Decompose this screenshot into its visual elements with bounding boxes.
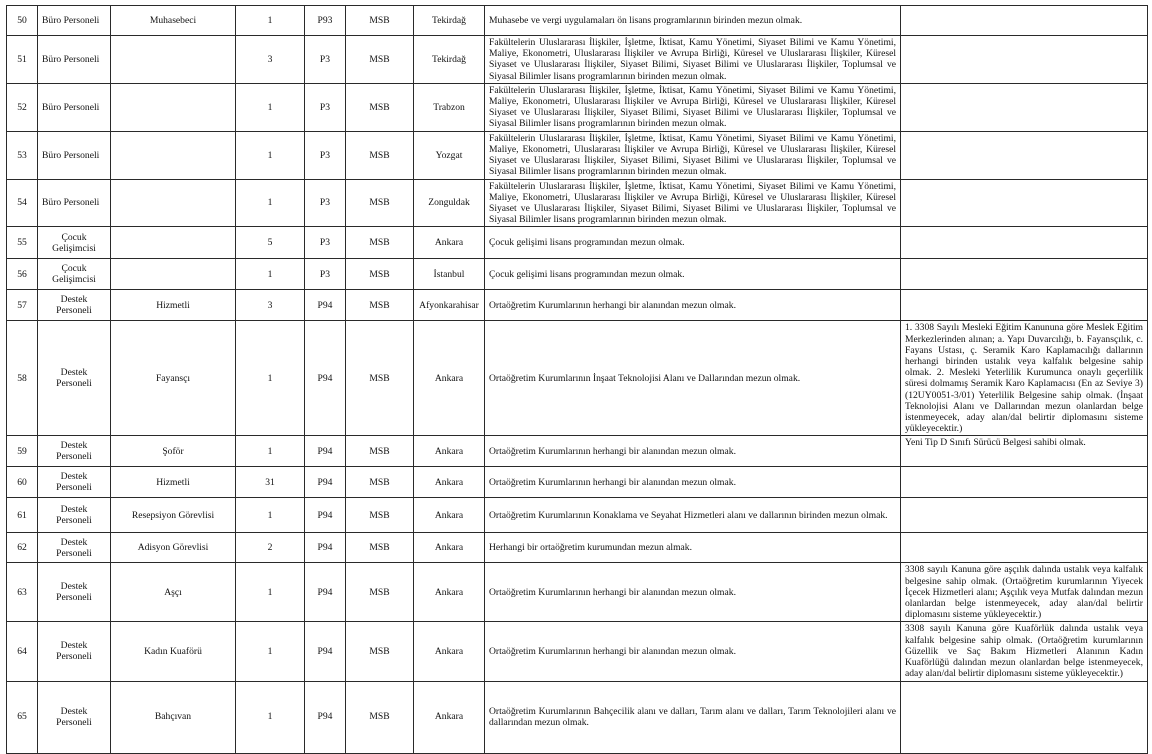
position-group: Destek Personeli xyxy=(38,622,111,681)
education-requirement: Ortaöğretim Kurumlarının İnşaat Teknolojisi Alanı ve Dallarından mezun olmak. xyxy=(485,321,901,436)
table-row xyxy=(7,6,1148,36)
score-type: P94 xyxy=(305,290,346,321)
city: Zonguldak xyxy=(414,179,485,227)
education-requirement: Fakültelerin Uluslararası İlişkiler, İşletme, İktisat, Kamu Yönetimi, Siyaset Bilimi ve Kamu Yönetimi, Maliye, Ekonometri, Uluslararası İlişkiler ve Avrupa Birliği, Küresel ve Uluslararası İlişkiler, Küresel Siyaset ve Uluslararası İlişkiler, Siyaset Bilimi, Siyaset Bilimi ve Uluslararası İlişkiler, Toplumsal ve Siyasal Bilimler lisans programlarının birinden mezun olmak. xyxy=(485,36,901,84)
position-count: 5 xyxy=(236,227,305,259)
score-type: P93 xyxy=(305,6,346,36)
city: Ankara xyxy=(414,227,485,259)
row-number: 62 xyxy=(7,533,38,563)
education-requirement: Ortaöğretim Kurumlarının herhangi bir alanından mezun olmak. xyxy=(485,563,901,622)
additional-requirement: 1. 3308 Sayılı Mesleki Eğitim Kanununa göre Meslek Eğitim Merkezlerinden alınan; a. Yapı Duvarcılığı, b. Fayansçılık, c. Fayans Ustası, ç. Seramik Karo Kaplamacılığı dallarının herhangi birinden ustalık veya kalfalık belgesine sahip olmak. 2. Mesleki Yeterlilik Kurumunca onaylı geçerlilik süresi dolmamış Seramik Karo Kaplamacısı (En az Seviye 3) (12UY0051-3/01) Yeterlilik Belgesine sahip olmak. (İnşaat Teknolojisi Alanı ve Dallarından mezun olanlardan belge istenmeyecek, aday alan/dal belirtir diplomasını sisteme yükleyecektir.) xyxy=(901,321,1148,436)
row-number: 54 xyxy=(7,179,38,227)
row-number: 57 xyxy=(7,290,38,321)
position-count: 1 xyxy=(236,563,305,622)
position-title xyxy=(111,179,236,227)
position-title: Resepsiyon Görevlisi xyxy=(111,498,236,533)
institution: MSB xyxy=(346,227,414,259)
table-row xyxy=(7,467,1148,498)
position-title: Bahçıvan xyxy=(111,681,236,753)
institution: MSB xyxy=(346,131,414,179)
institution: MSB xyxy=(346,259,414,290)
city: Ankara xyxy=(414,498,485,533)
score-type: P94 xyxy=(305,467,346,498)
table-row xyxy=(7,290,1148,321)
institution: MSB xyxy=(346,36,414,84)
education-requirement: Muhasebe ve vergi uygulamaları ön lisans programlarının birinden mezun olmak. xyxy=(485,6,901,36)
institution: MSB xyxy=(346,321,414,436)
institution: MSB xyxy=(346,498,414,533)
additional-requirement xyxy=(901,83,1148,131)
city: Afyonkarahisar xyxy=(414,290,485,321)
position-title xyxy=(111,227,236,259)
position-title xyxy=(111,83,236,131)
education-requirement: Fakültelerin Uluslararası İlişkiler, İşletme, İktisat, Kamu Yönetimi, Siyaset Bilimi ve Kamu Yönetimi, Maliye, Ekonometri, Uluslararası İlişkiler ve Avrupa Birliği, Küresel ve Uluslararası İlişkiler, Küresel Siyaset ve Uluslararası İlişkiler, Siyaset Bilimi, Siyaset Bilimi ve Uluslararası İlişkiler, Toplumsal ve Siyasal Bilimler lisans programlarının birinden mezun olmak. xyxy=(485,179,901,227)
institution: MSB xyxy=(346,533,414,563)
city: Tekirdağ xyxy=(414,36,485,84)
position-group: Büro Personeli xyxy=(38,6,111,36)
city: Ankara xyxy=(414,681,485,753)
position-count: 1 xyxy=(236,498,305,533)
position-count: 1 xyxy=(236,131,305,179)
position-group: Büro Personeli xyxy=(38,179,111,227)
city: Ankara xyxy=(414,563,485,622)
position-title: Hizmetli xyxy=(111,467,236,498)
additional-requirement: 3308 sayılı Kanuna göre aşçılık dalında ustalık veya kalfalık belgesine sahip olmak. (Ortaöğretim kurumlarının Yiyecek İçecek Hizmetleri alanı; Aşçılık veya Mutfak dalından mezun olanlardan belge istenmeyecek, aday alan/dal belirtir diplomasını sisteme yükleyecektir.) xyxy=(901,563,1148,622)
score-type: P94 xyxy=(305,563,346,622)
additional-requirement: 3308 sayılı Kanuna göre Kuaförlük dalında ustalık veya kalfalık belgesine sahip olmak. (Ortaöğretim kurumlarının Güzellik ve Saç Bakım Hizmetleri Alanının Kadın Kuaförlüğü dalından mezun olanlardan belge istenmeyecek, aday alan/dal belirtir diplomasını sisteme yükleyecektir.) xyxy=(901,622,1148,681)
score-type: P3 xyxy=(305,83,346,131)
row-number: 61 xyxy=(7,498,38,533)
table-row xyxy=(7,563,1148,622)
position-count: 1 xyxy=(236,436,305,467)
row-number: 58 xyxy=(7,321,38,436)
position-group: Büro Personeli xyxy=(38,131,111,179)
position-title: Aşçı xyxy=(111,563,236,622)
position-group: Destek Personeli xyxy=(38,681,111,753)
score-type: P94 xyxy=(305,498,346,533)
score-type: P94 xyxy=(305,622,346,681)
city: Tekirdağ xyxy=(414,6,485,36)
position-group: Büro Personeli xyxy=(38,83,111,131)
row-number: 64 xyxy=(7,622,38,681)
row-number: 56 xyxy=(7,259,38,290)
table-row xyxy=(7,36,1148,84)
positions-table xyxy=(6,5,1148,754)
row-number: 51 xyxy=(7,36,38,84)
score-type: P3 xyxy=(305,179,346,227)
position-count: 1 xyxy=(236,681,305,753)
position-group: Destek Personeli xyxy=(38,498,111,533)
score-type: P94 xyxy=(305,321,346,436)
position-group: Destek Personeli xyxy=(38,321,111,436)
table-row xyxy=(7,227,1148,259)
table-row xyxy=(7,321,1148,436)
position-count: 1 xyxy=(236,622,305,681)
position-group: Çocuk Gelişimcisi xyxy=(38,259,111,290)
education-requirement: Fakültelerin Uluslararası İlişkiler, İşletme, İktisat, Kamu Yönetimi, Siyaset Bilimi ve Kamu Yönetimi, Maliye, Ekonometri, Uluslararası İlişkiler ve Avrupa Birliği, Küresel ve Uluslararası İlişkiler, Küresel Siyaset ve Uluslararası İlişkiler, Siyaset Bilimi, Siyaset Bilimi ve Uluslararası İlişkiler, Toplumsal ve Siyasal Bilimler lisans programlarının birinden mezun olmak. xyxy=(485,131,901,179)
position-count: 1 xyxy=(236,321,305,436)
institution: MSB xyxy=(346,563,414,622)
position-group: Destek Personeli xyxy=(38,563,111,622)
position-count: 31 xyxy=(236,467,305,498)
position-group: Büro Personeli xyxy=(38,36,111,84)
position-group: Çocuk Gelişimcisi xyxy=(38,227,111,259)
education-requirement: Çocuk gelişimi lisans programından mezun olmak. xyxy=(485,259,901,290)
row-number: 65 xyxy=(7,681,38,753)
education-requirement: Ortaöğretim Kurumlarının herhangi bir alanından mezun olmak. xyxy=(485,436,901,467)
education-requirement: Ortaöğretim Kurumlarının herhangi bir alanından mezun olmak. xyxy=(485,290,901,321)
table-row xyxy=(7,681,1148,753)
score-type: P94 xyxy=(305,436,346,467)
position-title xyxy=(111,36,236,84)
education-requirement: Ortaöğretim Kurumlarının Bahçecilik alanı ve dalları, Tarım alanı ve dalları, Tarım Teknolojileri alanı ve dallarından mezun olmak. xyxy=(485,681,901,753)
education-requirement: Herhangi bir ortaöğretim kurumundan mezun almak. xyxy=(485,533,901,563)
additional-requirement xyxy=(901,6,1148,36)
score-type: P3 xyxy=(305,131,346,179)
additional-requirement xyxy=(901,179,1148,227)
city: Trabzon xyxy=(414,83,485,131)
position-count: 1 xyxy=(236,83,305,131)
institution: MSB xyxy=(346,179,414,227)
position-group: Destek Personeli xyxy=(38,290,111,321)
city: Ankara xyxy=(414,321,485,436)
city: İstanbul xyxy=(414,259,485,290)
institution: MSB xyxy=(346,467,414,498)
row-number: 63 xyxy=(7,563,38,622)
score-type: P94 xyxy=(305,681,346,753)
table-row xyxy=(7,533,1148,563)
table-row xyxy=(7,259,1148,290)
position-count: 1 xyxy=(236,259,305,290)
score-type: P94 xyxy=(305,533,346,563)
position-group: Destek Personeli xyxy=(38,533,111,563)
additional-requirement xyxy=(901,467,1148,498)
table-row xyxy=(7,131,1148,179)
education-requirement: Ortaöğretim Kurumlarının Konaklama ve Seyahat Hizmetleri alanı ve dallarının birinden mezun olmak. xyxy=(485,498,901,533)
position-title xyxy=(111,131,236,179)
education-requirement: Fakültelerin Uluslararası İlişkiler, İşletme, İktisat, Kamu Yönetimi, Siyaset Bilimi ve Kamu Yönetimi, Maliye, Ekonometri, Uluslararası İlişkiler ve Avrupa Birliği, Küresel ve Uluslararası İlişkiler, Küresel Siyaset ve Uluslararası İlişkiler, Siyaset Bilimi, Siyaset Bilimi ve Uluslararası İlişkiler, Toplumsal ve Siyasal Bilimler lisans programlarının birinden mezun olmak. xyxy=(485,83,901,131)
table-row xyxy=(7,436,1148,467)
city: Ankara xyxy=(414,533,485,563)
position-title: Kadın Kuaförü xyxy=(111,622,236,681)
score-type: P3 xyxy=(305,259,346,290)
additional-requirement xyxy=(901,36,1148,84)
position-group: Destek Personeli xyxy=(38,467,111,498)
row-number: 53 xyxy=(7,131,38,179)
additional-requirement xyxy=(901,131,1148,179)
position-title xyxy=(111,259,236,290)
position-title: Adisyon Görevlisi xyxy=(111,533,236,563)
additional-requirement xyxy=(901,290,1148,321)
row-number: 50 xyxy=(7,6,38,36)
position-title: Şoför xyxy=(111,436,236,467)
city: Ankara xyxy=(414,622,485,681)
row-number: 55 xyxy=(7,227,38,259)
position-count: 3 xyxy=(236,290,305,321)
position-count: 1 xyxy=(236,179,305,227)
row-number: 59 xyxy=(7,436,38,467)
position-title: Hizmetli xyxy=(111,290,236,321)
table-row xyxy=(7,83,1148,131)
city: Ankara xyxy=(414,436,485,467)
institution: MSB xyxy=(346,681,414,753)
position-title: Fayansçı xyxy=(111,321,236,436)
position-count: 1 xyxy=(236,6,305,36)
additional-requirement: Yeni Tip D Sınıfı Sürücü Belgesi sahibi olmak. xyxy=(901,436,1148,467)
education-requirement: Ortaöğretim Kurumlarının herhangi bir alanından mezun olmak. xyxy=(485,622,901,681)
position-title: Muhasebeci xyxy=(111,6,236,36)
additional-requirement xyxy=(901,681,1148,753)
additional-requirement xyxy=(901,259,1148,290)
row-number: 60 xyxy=(7,467,38,498)
row-number: 52 xyxy=(7,83,38,131)
position-count: 2 xyxy=(236,533,305,563)
table-row xyxy=(7,622,1148,681)
institution: MSB xyxy=(346,6,414,36)
institution: MSB xyxy=(346,290,414,321)
education-requirement: Çocuk gelişimi lisans programından mezun olmak. xyxy=(485,227,901,259)
additional-requirement xyxy=(901,533,1148,563)
table-row xyxy=(7,498,1148,533)
position-count: 3 xyxy=(236,36,305,84)
city: Ankara xyxy=(414,467,485,498)
score-type: P3 xyxy=(305,227,346,259)
table-row xyxy=(7,179,1148,227)
additional-requirement xyxy=(901,498,1148,533)
additional-requirement xyxy=(901,227,1148,259)
institution: MSB xyxy=(346,436,414,467)
score-type: P3 xyxy=(305,36,346,84)
city: Yozgat xyxy=(414,131,485,179)
institution: MSB xyxy=(346,622,414,681)
position-group: Destek Personeli xyxy=(38,436,111,467)
education-requirement: Ortaöğretim Kurumlarının herhangi bir alanından mezun olmak. xyxy=(485,467,901,498)
institution: MSB xyxy=(346,83,414,131)
